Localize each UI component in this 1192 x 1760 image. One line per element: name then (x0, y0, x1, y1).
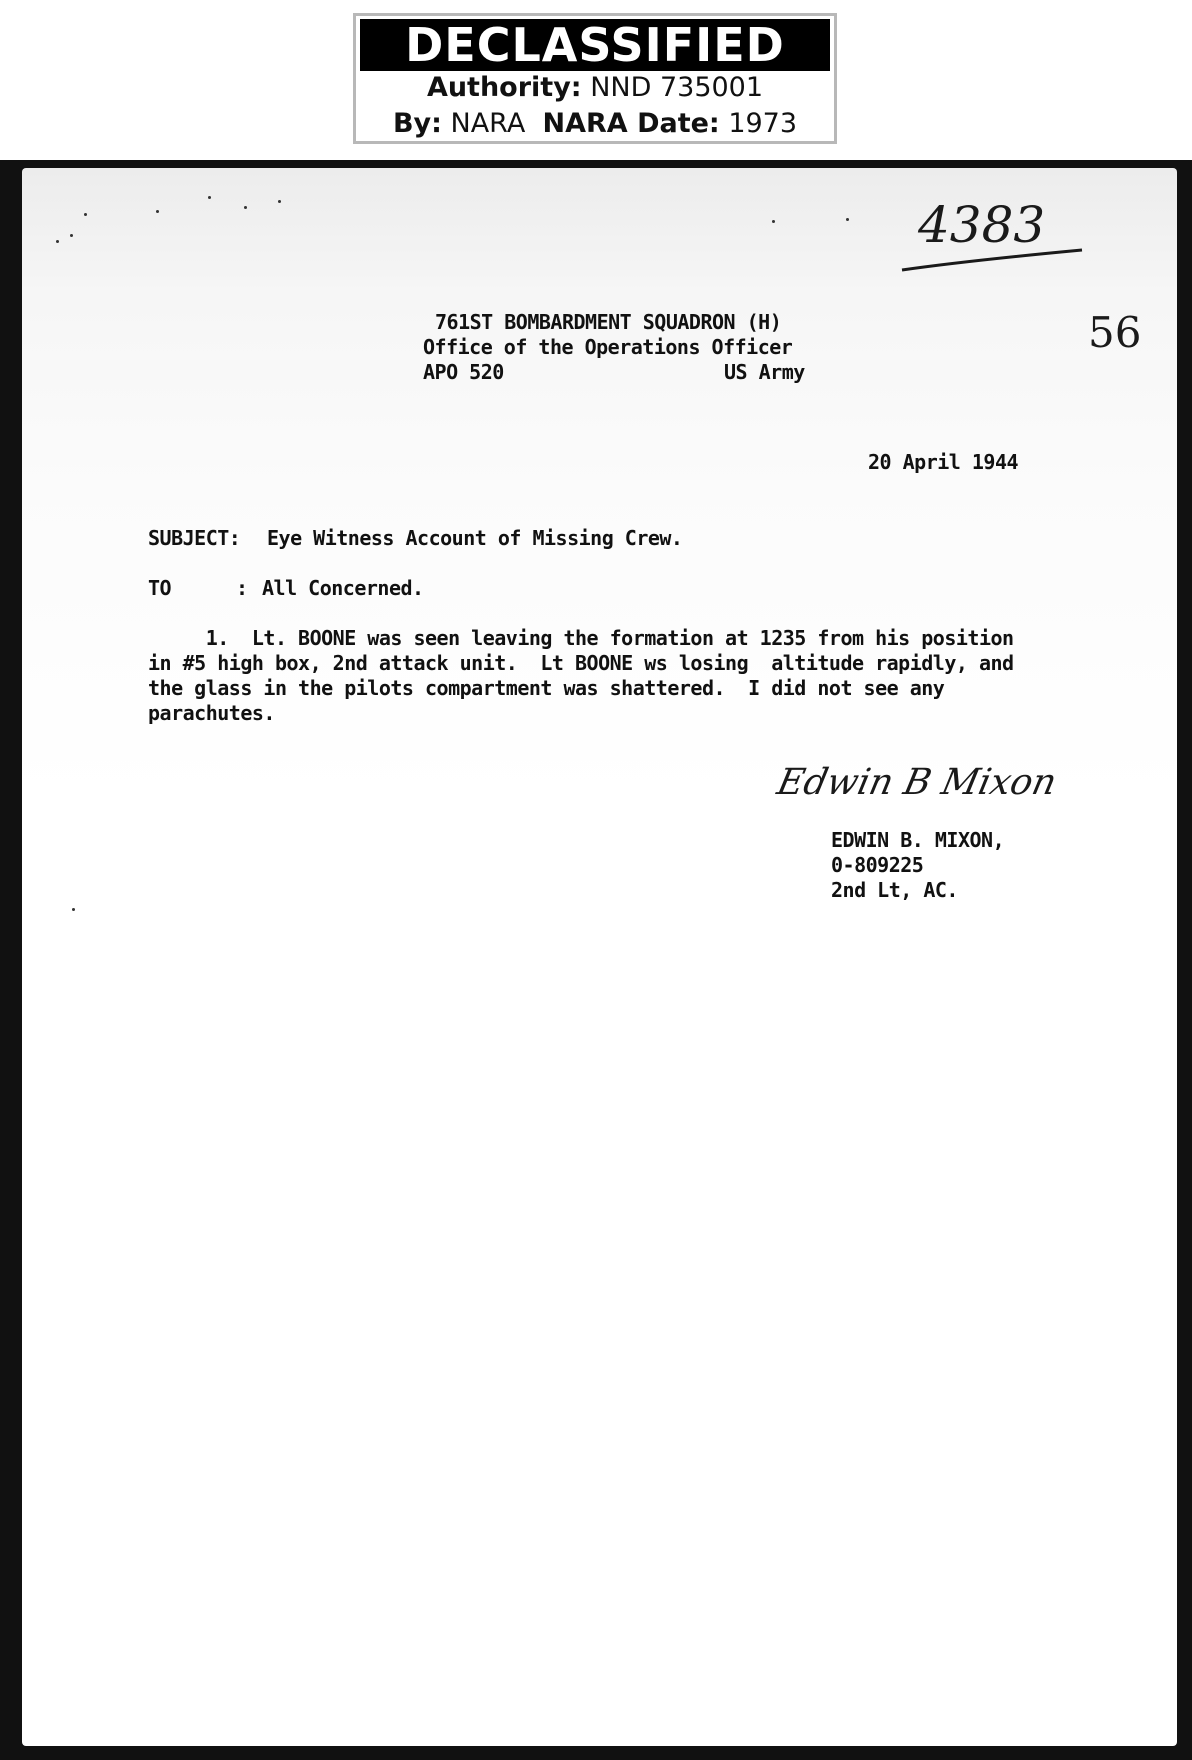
signature: Edwin B Mixon (773, 762, 1061, 803)
handwritten-page-number: 56 (1088, 308, 1142, 357)
stamp-authority-line (356, 71, 834, 105)
header-apo: APO 520 (423, 360, 504, 384)
stamp-authority-value: NND 735001 (590, 72, 764, 103)
header-army: US Army (724, 360, 805, 384)
scan-speck (56, 240, 59, 243)
signer-rank: 2nd Lt, AC. (831, 878, 958, 902)
scan-speck (84, 213, 87, 216)
scan-speck (244, 206, 247, 209)
handwritten-file-number: 4383 (918, 196, 1046, 254)
stamp-by-label: By: (392, 108, 442, 139)
declassified-stamp (353, 13, 837, 144)
to-label: TO (148, 576, 172, 600)
subject-value: Eye Witness Account of Missing Crew. (267, 526, 683, 550)
signer-name: EDWIN B. MIXON, (831, 828, 1005, 852)
to-separator: : (236, 576, 248, 600)
document-page (22, 168, 1177, 1746)
stamp-by-value: NARA (450, 108, 526, 139)
header-office: Office of the Operations Officer (423, 335, 793, 359)
body-line: the glass in the pilots compartment was shattered. I did not see any (148, 676, 945, 700)
to-value: All Concerned. (262, 576, 424, 600)
document-date: 20 April 1944 (868, 450, 1019, 474)
body-line: 1. Lt. BOONE was seen leaving the formation at 1235 from his position (148, 626, 1014, 650)
scan-speck (278, 200, 281, 203)
handwritten-underline (898, 246, 1088, 276)
stamp-authority-label: Authority: (426, 72, 582, 103)
stamp-date-value: 1973 (728, 108, 798, 139)
scan-speck (208, 196, 211, 199)
stamp-date-label: NARA Date: (542, 108, 720, 139)
scan-speck (846, 218, 849, 221)
body-line: in #5 high box, 2nd attack unit. Lt BOONE ws losing altitude rapidly, and (148, 651, 1014, 675)
scan-speck (156, 210, 159, 213)
scan-speck (70, 234, 73, 237)
subject-label: SUBJECT: (148, 526, 241, 550)
signer-serial: 0-809225 (831, 853, 924, 877)
scan-speck (72, 908, 75, 911)
header-squadron: 761ST BOMBARDMENT SQUADRON (H) (435, 310, 782, 334)
scan-speck (772, 220, 775, 223)
body-line: parachutes. (148, 701, 275, 725)
stamp-title: DECLASSIFIED (360, 19, 830, 71)
stamp-by-line (356, 107, 834, 141)
